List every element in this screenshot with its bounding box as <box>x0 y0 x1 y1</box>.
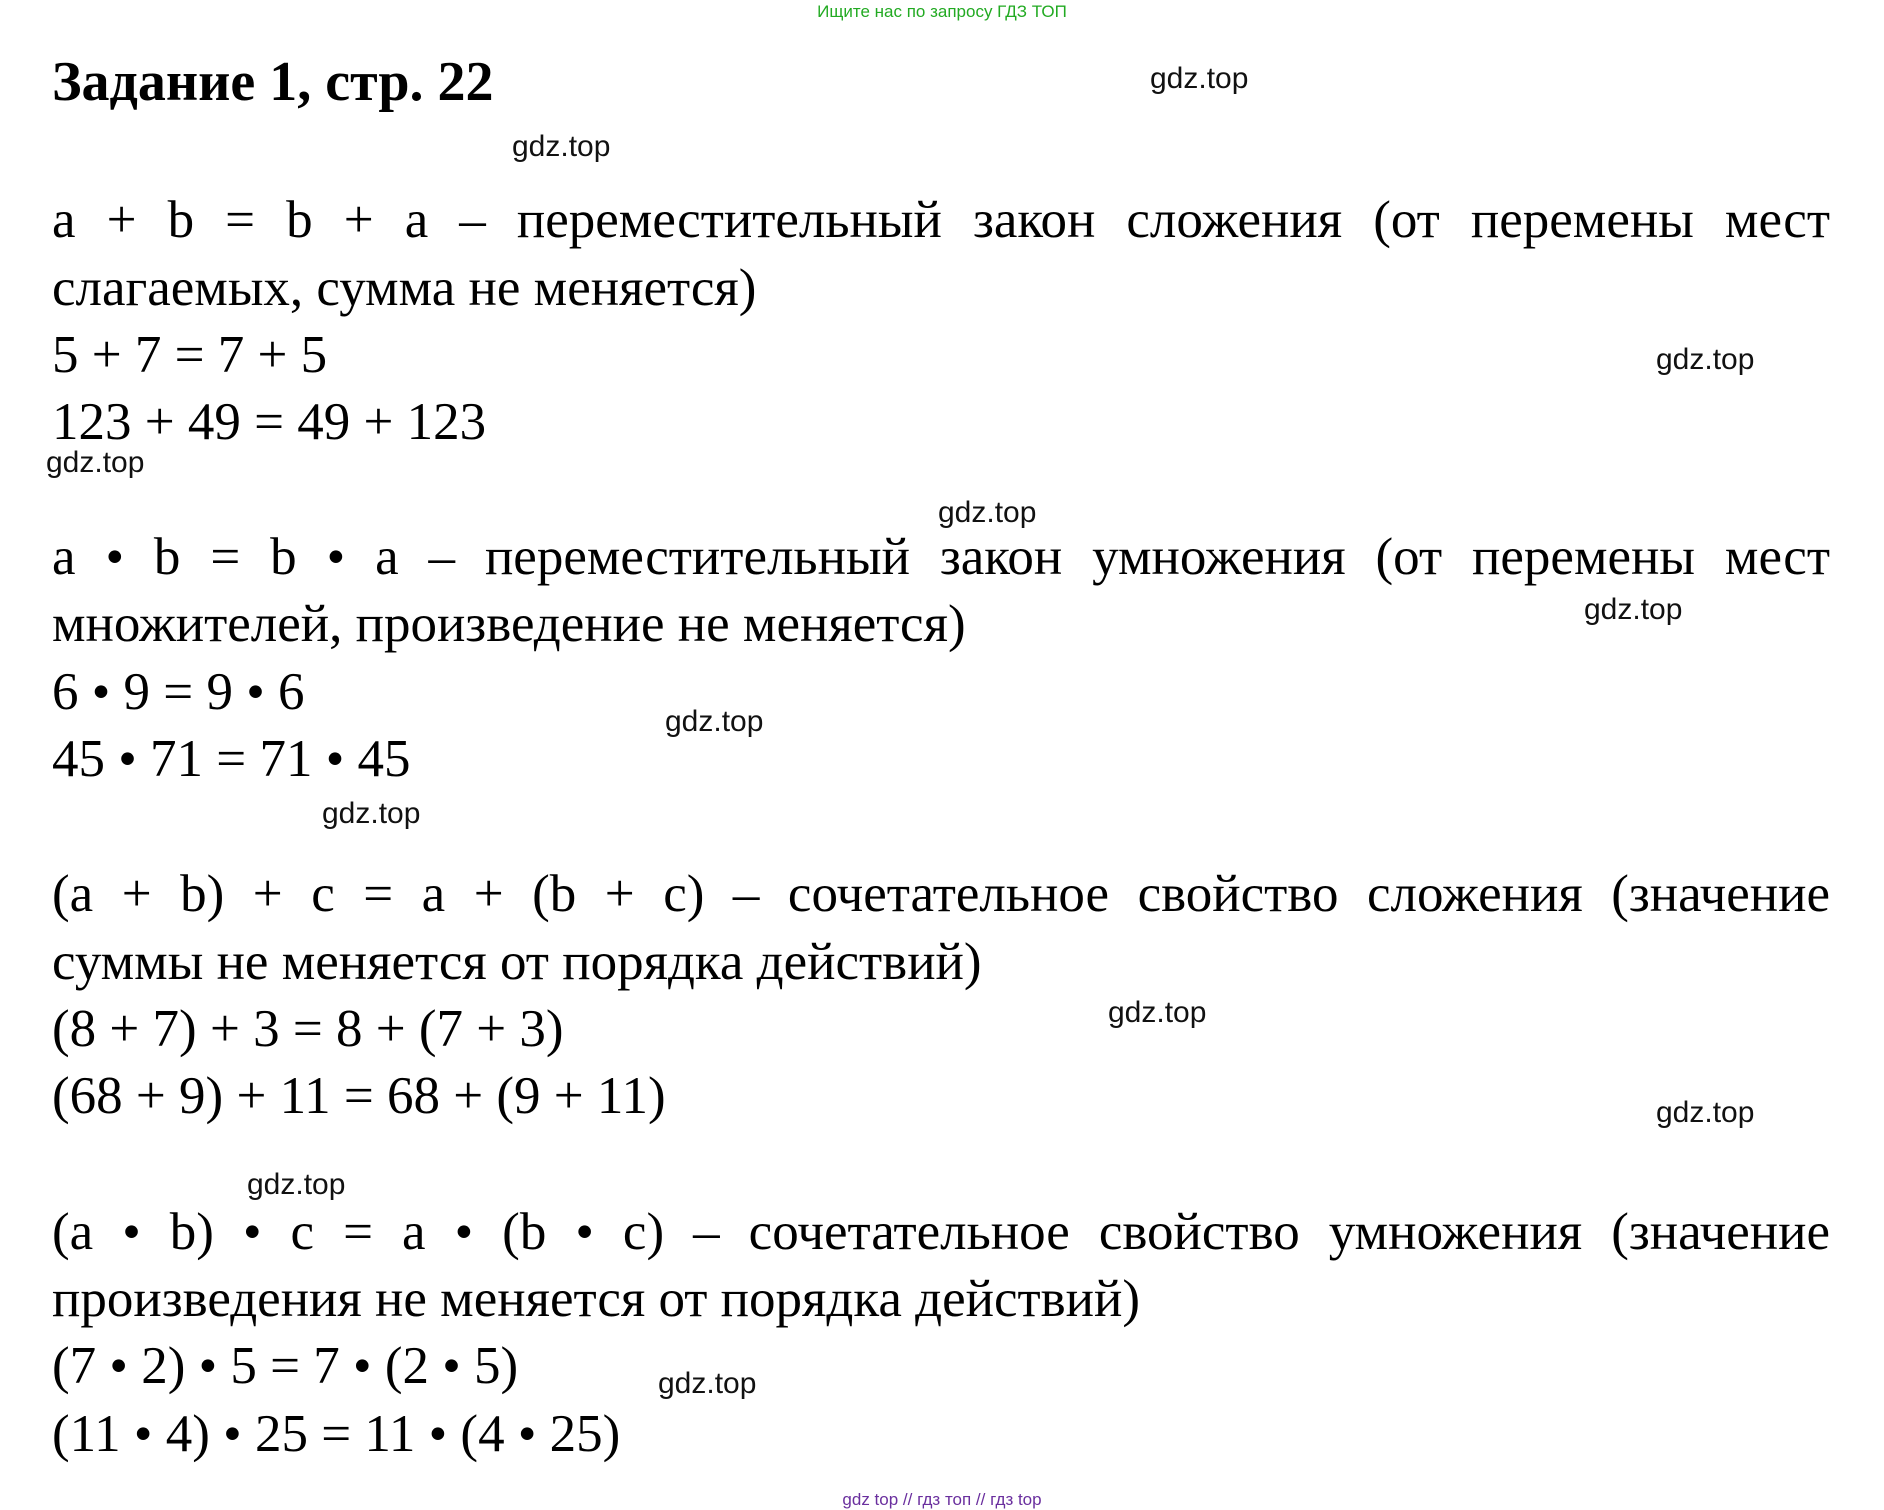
rule-associative-multiplication-line2: произведения не меняется от порядка действий) <box>52 1270 1141 1328</box>
watermark: gdz.top <box>658 1367 757 1400</box>
watermark: gdz.top <box>938 496 1037 529</box>
watermark: gdz.top <box>247 1168 346 1201</box>
watermark: gdz.top <box>1150 62 1249 95</box>
rule-commutative-addition-line1: a + b = b + a – переместительный закон сложения (от перемены мест <box>52 191 1830 249</box>
rule-associative-addition-line1: (a + b) + c = a + (b + c) – сочетательное свойство сложения (значение <box>52 865 1830 923</box>
example-associative-multiplication-1: (7 • 2) • 5 = 7 • (2 • 5) <box>52 1337 519 1395</box>
rule-associative-addition-line2: суммы не меняется от порядка действий) <box>52 933 982 991</box>
rule-commutative-multiplication-line1: a • b = b • a – переместительный закон умножения (от перемены мест <box>52 528 1830 586</box>
watermark: gdz.top <box>1108 996 1207 1029</box>
example-commutative-addition-2: 123 + 49 = 49 + 123 <box>52 393 487 451</box>
rule-associative-multiplication-line1: (a • b) • c = a • (b • c) – сочетательное свойство умножения (значение <box>52 1203 1830 1261</box>
example-associative-addition-2: (68 + 9) + 11 = 68 + (9 + 11) <box>52 1067 666 1125</box>
watermark: gdz.top <box>1584 593 1683 626</box>
top-banner: Ищите нас по запросу ГДЗ ТОП <box>817 2 1067 21</box>
rule-commutative-multiplication-line2: множителей, произведение не меняется) <box>52 595 966 653</box>
example-associative-multiplication-2: (11 • 4) • 25 = 11 • (4 • 25) <box>52 1405 621 1463</box>
example-commutative-multiplication-1: 6 • 9 = 9 • 6 <box>52 663 305 721</box>
watermark: gdz.top <box>1656 343 1755 376</box>
example-commutative-multiplication-2: 45 • 71 = 71 • 45 <box>52 730 411 788</box>
page-title: Задание 1, стр. 22 <box>52 51 494 113</box>
example-associative-addition-1: (8 + 7) + 3 = 8 + (7 + 3) <box>52 1000 564 1058</box>
watermark: gdz.top <box>46 446 145 479</box>
rule-commutative-addition-line2: слагаемых, сумма не меняется) <box>52 259 757 317</box>
example-commutative-addition-1: 5 + 7 = 7 + 5 <box>52 326 328 384</box>
watermark: gdz.top <box>1656 1096 1755 1129</box>
footer-text: gdz top // гдз топ // гдз top <box>842 1490 1042 1509</box>
watermark: gdz.top <box>665 705 764 738</box>
watermark: gdz.top <box>512 130 611 163</box>
watermark: gdz.top <box>322 797 421 830</box>
